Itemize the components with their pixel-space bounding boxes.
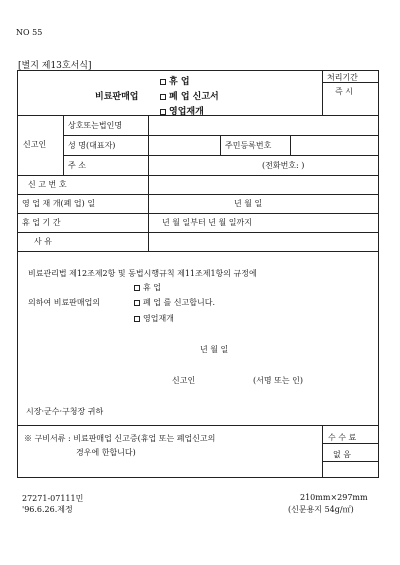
checkbox-icon <box>160 109 166 115</box>
statement-line2: 의하여 비료판매업의 <box>28 298 101 307</box>
footer-code: 27271-07111민 <box>22 494 84 503</box>
address-label: 주 소 <box>68 161 86 170</box>
fee-value: 없 음 <box>333 450 351 459</box>
report-date: 년 월 일 <box>200 345 229 354</box>
checkbox-icon <box>160 94 166 100</box>
checkbox-icon <box>134 300 140 306</box>
processing-period-label: 처리기간 <box>327 73 358 82</box>
processing-period-value: 즉 시 <box>335 87 353 96</box>
documents-line2: 경우에 한합니다) <box>76 448 136 457</box>
doc-number: NO 55 <box>16 28 43 37</box>
title-option-resume: 영업재개 <box>160 104 204 117</box>
phone-label: (전화번호: ) <box>262 161 305 170</box>
fee-label: 수 수 료 <box>328 433 357 442</box>
documents-line1: ※ 구비서류 : 비료판매업 신고증(휴업 또는 폐업신고의 <box>24 434 216 443</box>
addressee: 시장·군수·구청장 귀하 <box>26 407 104 416</box>
suspension-period-value: 년 월 일부터 년 월 일까지 <box>162 218 252 227</box>
checkbox-icon <box>160 79 166 85</box>
resume-date-label: 영 업 재 개(폐 업) 일 <box>22 199 96 208</box>
reason-label: 사 유 <box>34 237 52 246</box>
checkbox-icon <box>134 285 140 291</box>
applicant-label: 신고인 <box>23 140 47 149</box>
company-name-label: 상호또는법인명 <box>68 121 123 130</box>
footer-paper: (신문용지 54g/㎡) <box>288 505 354 514</box>
statement-option-suspend: 휴 업 <box>134 282 161 293</box>
statement-line1: 비료관리법 제12조제2항 및 동법시행규칙 제11조제1항의 규정에 <box>28 269 257 278</box>
report-number-label: 신 고 번 호 <box>28 180 67 189</box>
footer-size: 210mm×297mm <box>300 493 368 502</box>
title-left: 비료판매업 <box>95 92 139 102</box>
resume-date-value: 년 월 일 <box>234 199 263 208</box>
footer-date: '96.6.26.제정 <box>22 505 73 514</box>
resident-number-label: 주민등록번호 <box>225 141 272 150</box>
name-representative-label: 성 명(대표자) <box>68 141 116 150</box>
signer-note: (서명 또는 인) <box>253 376 303 385</box>
checkbox-icon <box>134 316 140 322</box>
statement-option-resume: 영업재개 <box>134 313 174 324</box>
signer-label: 신고인 <box>172 376 196 385</box>
form-id: [별지 제13호서식] <box>18 61 92 71</box>
statement-option-close: 폐 업 를 신고합니다. <box>134 297 215 308</box>
title-option-close: 폐 업 신고서 <box>160 89 219 102</box>
suspension-period-label: 휴 업 기 간 <box>22 218 61 227</box>
title-option-suspend: 휴 업 <box>160 74 190 87</box>
